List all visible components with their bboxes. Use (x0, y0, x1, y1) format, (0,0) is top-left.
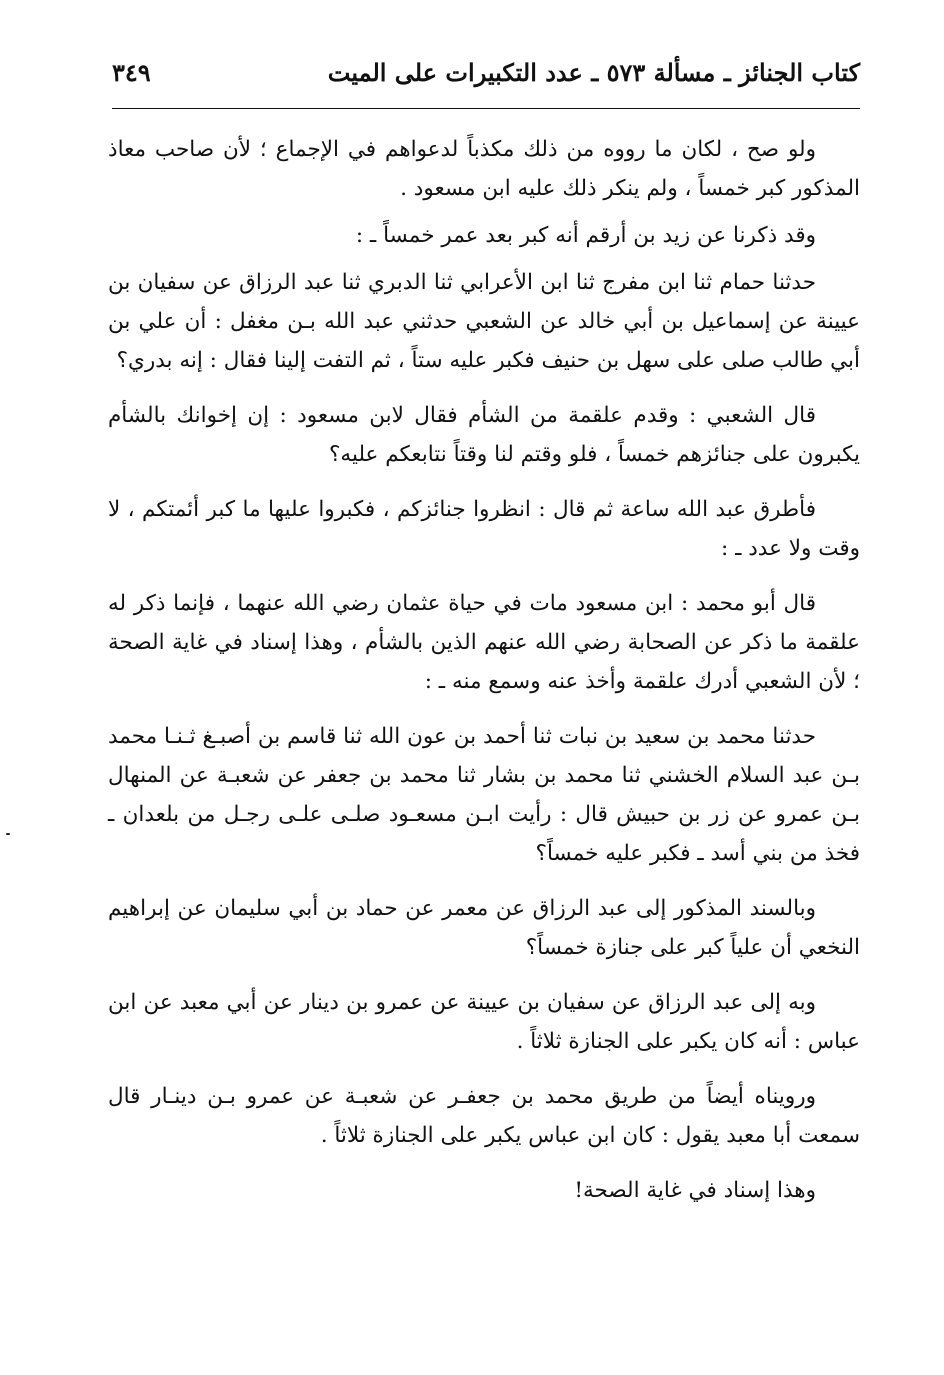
paragraph-6: قال أبو محمد : ابن مسعود مات في حياة عثمان رضي الله عنهما ، فإنما ذكر له علقمة ما ذكر عن الصحابة رضي الله عنهم الذين بالشأم ، وهذا إسناد في غاية الصحة ؛ لأن الشعبي أدرك علقمة وأخذ عنه وسمع منه ـ : (108, 591, 860, 694)
paragraph-11: وهذا إسناد في غاية الصحة! (574, 1178, 816, 1203)
paragraph-4: قال الشعبي : وقدم علقمة من الشأم فقال لابن مسعود : إن إخوانك بالشأم يكبرون على جنائزهم خمساً ، فلو وقتم لنا وقتاً نتابعكم عليه؟ (108, 403, 860, 467)
page-number: ٣٤٩ (112, 58, 151, 87)
scan-speck (6, 833, 10, 835)
paragraph-1: ولو صح ، لكان ما رووه من ذلك مكذباً لدعواهم في الإجماع ؛ لأن صاحب معاذ المذكور كبر خمساً ، ولم ينكر ذلك عليه ابن مسعود . (108, 137, 860, 201)
paragraph-7: حدثنا محمد بن سعيد بن نبات ثنا أحمد بن عون الله ثنا قاسم بن أصبـغ ثـنـا محمد بـن عبد السلام الخشني ثنا محمد بن بشار ثنا محمد بن جعفر عن شعبـة عن المنهال بـن عمرو عن زر بن حبيش قال : رأيت ابـن مسعـود صلـى علـى رجـل من بلعدان ـ فخذ من بني أسد ـ فكبر عليه خمساً؟ (108, 724, 860, 866)
paragraph-9: وبه إلى عبد الرزاق عن سفيان بن عيينة عن عمرو بن دينار عن أبي معبد عن ابن عباس : أنه كان يكبر على الجنازة ثلاثاً . (108, 990, 860, 1054)
paragraph-8: وبالسند المذكور إلى عبد الرزاق عن معمر عن حماد بن أبي سليمان عن إبراهيم النخعي أن علياً كبر على جنازة خمساً؟ (108, 896, 860, 960)
paragraph-3: حدثنا حمام ثنا ابن مفرج ثنا ابن الأعرابي ثنا الدبري ثنا عبد الرزاق عن سفيان بن عيينة عن إسماعيل بن أبي خالد عن الشعبي حدثني عبد الله بـن مغفل : أن علي بن أبي طالب صلى على سهل بن حنيف فكبر عليه ستاً ، ثم التفت إلينا فقال : إنه بدري؟ (108, 270, 860, 373)
page-body (108, 130, 860, 1226)
paragraph-5: فأطرق عبد الله ساعة ثم قال : انظروا جنائزكم ، فكبروا عليها ما كبر أئمتكم ، لا وقت ولا عدد ـ : (108, 497, 860, 561)
header-title: كتاب الجنائز ـ مسألة ٥٧٣ ـ عدد التكبيرات على الميت (327, 58, 860, 87)
running-header (112, 52, 860, 98)
paragraph-2: وقد ذكرنا عن زيد بن أرقم أنه كبر بعد عمر خمساً ـ : (355, 223, 816, 248)
paragraph-10: ورويناه أيضاً من طريق محمد بن جعفـر عن شعبـة عن عمرو بـن دينـار قال سمعت أبا معبد يقول : كان ابن عباس يكبر على الجنازة ثلاثاً . (108, 1084, 860, 1148)
header-rule (112, 108, 860, 109)
